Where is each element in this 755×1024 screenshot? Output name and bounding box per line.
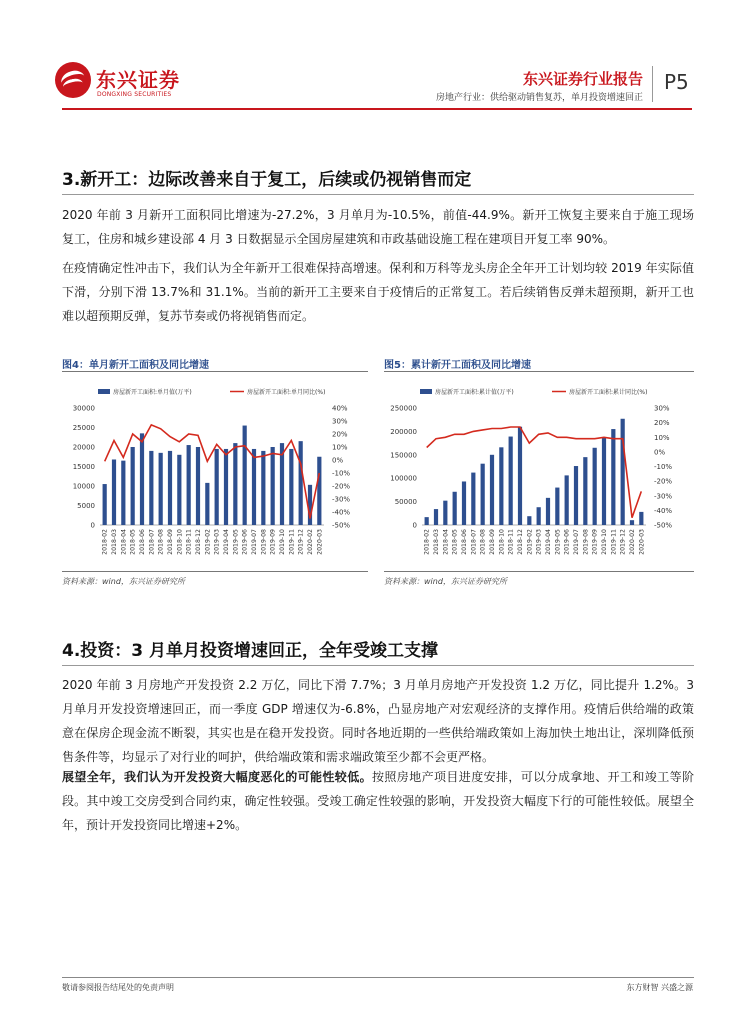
y-right-tick-label: 30% <box>654 404 670 413</box>
y-left-tick-label: 100000 <box>390 474 417 483</box>
x-tick-label: 2020-02 <box>629 529 636 555</box>
bar <box>149 451 153 525</box>
figure-4-source: 资料来源：wind，东兴证券研究所 <box>62 577 185 586</box>
x-tick-label: 2018-09 <box>167 529 174 555</box>
y-right-tick-label: -10% <box>332 469 351 478</box>
bar <box>527 516 531 525</box>
bar <box>140 433 144 525</box>
bar <box>112 459 116 525</box>
bar <box>537 507 541 525</box>
x-tick-label: 2019-06 <box>241 529 249 555</box>
footer-disclaimer: 敬请参阅报告结尾处的免责声明 <box>62 983 174 992</box>
x-tick-label: 2019-11 <box>610 529 618 555</box>
x-tick-label: 2019-08 <box>582 529 590 555</box>
x-tick-label: 2019-09 <box>591 529 599 555</box>
bar <box>103 484 107 525</box>
y-left-tick-label: 200000 <box>390 427 417 436</box>
bar <box>308 485 312 525</box>
y-right-tick-label: -50% <box>654 521 673 530</box>
bar <box>630 520 634 525</box>
y-left-tick-label: 5000 <box>77 502 95 510</box>
series-line <box>427 427 642 518</box>
x-tick-label: 2019-03 <box>213 529 221 555</box>
bar <box>299 441 303 525</box>
y-right-tick-label: 40% <box>332 404 348 413</box>
figure-5-title: 图5：累计新开工面积及同比增速 <box>384 360 531 371</box>
y-right-tick-label: -20% <box>654 477 673 486</box>
x-tick-label: 2018-06 <box>461 529 468 555</box>
section-3-title: 3.新开工：边际改善来自于复工，后续或仍视销售而定 <box>62 170 472 190</box>
figure-4-chart <box>62 378 372 570</box>
bar <box>621 419 625 525</box>
y-right-tick-label: 0% <box>332 456 344 465</box>
legend-bar-label: 房屋新开工面积:单月值(万平) <box>113 389 192 396</box>
legend-bar-label: 房屋新开工面积:累计值(万平) <box>435 389 514 396</box>
bar <box>443 501 447 525</box>
section-4-paragraph-2-rest: 按照房地产项目进度安排，可以分成拿地、开工和竣工等阶段。其中竣工交房受到合同约束，确定性较强。受竣工确定性较强的影响，开发投资大幅度下行的可能性较低。展望全年，预计开发投资同比增速+2%。 <box>62 770 694 832</box>
x-tick-label: 2019-05 <box>554 529 562 555</box>
bar <box>565 475 569 525</box>
x-tick-label: 2019-10 <box>279 529 286 555</box>
y-right-tick-label: 20% <box>654 419 670 428</box>
bar <box>159 453 163 525</box>
legend-line-label: 房屋新开工面积:累计同比(%) <box>569 389 648 396</box>
y-left-tick-label: 250000 <box>390 404 417 413</box>
company-logo-icon <box>55 62 91 98</box>
bar <box>462 481 466 525</box>
x-tick-label: 2018-07 <box>470 529 478 555</box>
bar <box>499 447 503 525</box>
bar <box>168 451 172 525</box>
section-3-paragraph-2: 在疫情确定性冲击下，我们认为全年新开工很难保持高增速。保利和万科等龙头房企全年开工计划均较 2019 年实际值下滑，分别下滑 13.7%和 31.1%。当前的新开工主要来自于疫情后的正常复工。若后续销售反弹未超预期，新开工也难以超预期反弹，复苏节奏或仍将视销售而定。 <box>62 261 694 323</box>
bar <box>546 498 550 525</box>
y-right-tick-label: -20% <box>332 482 351 491</box>
x-tick-label: 2018-03 <box>433 529 440 555</box>
bar <box>425 517 429 525</box>
y-right-tick-label: -40% <box>332 508 351 517</box>
y-right-tick-label: -50% <box>332 521 351 530</box>
bar <box>555 488 559 525</box>
x-tick-label: 2018-04 <box>442 529 450 555</box>
y-left-tick-label: 30000 <box>72 404 95 413</box>
y-right-tick-label: 30% <box>332 417 348 426</box>
page-number: P5 <box>664 70 689 94</box>
x-tick-label: 2019-03 <box>535 529 543 555</box>
x-tick-label: 2018-02 <box>423 529 431 555</box>
legend-bar-swatch <box>420 389 432 394</box>
x-tick-label: 2019-04 <box>545 529 552 555</box>
logo-text-en: DONGXING SECURITIES <box>97 91 172 98</box>
y-right-tick-label: 20% <box>332 430 348 439</box>
x-tick-label: 2019-05 <box>232 529 240 555</box>
x-tick-label: 2018-10 <box>176 529 184 555</box>
x-tick-label: 2018-11 <box>185 529 193 555</box>
x-tick-label: 2019-06 <box>563 529 571 555</box>
bar <box>289 449 293 525</box>
bar <box>434 509 438 525</box>
y-left-tick-label: 150000 <box>390 451 417 460</box>
figure-5-rule <box>384 371 694 372</box>
x-tick-label: 2019-12 <box>619 529 627 555</box>
x-tick-label: 2019-10 <box>601 529 608 555</box>
x-tick-label: 2018-12 <box>195 529 202 555</box>
y-left-tick-label: 25000 <box>72 424 95 432</box>
x-tick-label: 2018-08 <box>157 529 165 555</box>
report-subtitle: 房地产行业：供给驱动销售复苏，单月投资增速回正 <box>435 93 643 103</box>
x-tick-label: 2018-12 <box>517 529 524 555</box>
figure-5-chart <box>384 378 694 570</box>
y-right-tick-label: -30% <box>654 492 673 501</box>
bar <box>583 457 587 525</box>
bar <box>593 448 597 525</box>
x-tick-label: 2018-08 <box>479 529 487 555</box>
report-title: 东兴证券行业报告 <box>522 70 643 88</box>
bar <box>187 445 191 525</box>
y-right-tick-label: -10% <box>654 463 673 471</box>
bar <box>233 443 237 525</box>
x-tick-label: 2019-02 <box>204 529 212 555</box>
series-line <box>105 425 320 519</box>
x-tick-label: 2018-05 <box>129 529 137 555</box>
footer-rule <box>62 977 694 978</box>
x-tick-label: 2019-02 <box>526 529 534 555</box>
bar <box>177 455 181 525</box>
bar <box>481 464 485 525</box>
x-tick-label: 2018-07 <box>148 529 156 555</box>
bar <box>252 449 256 525</box>
x-tick-label: 2018-06 <box>139 529 146 555</box>
x-tick-label: 2019-04 <box>223 529 230 555</box>
section-4-paragraph-1: 2020 年前 3 月房地产开发投资 2.2 万亿，同比下滑 7.7%；3 月单月房地产开发投资 1.2 万亿，同比提升 1.2%。3 月单月开发投资增速回正，而一季度 GDP 增速仅为-6.8%，凸显房地产对宏观经济的支撑作用。疫情后供给端的政策意在保房企现金流不断裂，其实也是在稳开发投资。同时各地近期的一些供给端政策如上海加快土地出让，深圳降低预售条件等，均显示了对行业的呵护，供给端政策和需求端政策至少都不会更严格。 <box>62 678 694 764</box>
y-left-tick-label: 20000 <box>72 443 95 452</box>
y-left-tick-label: 50000 <box>394 498 417 507</box>
bar <box>490 455 494 525</box>
bar <box>215 449 219 525</box>
x-tick-label: 2018-11 <box>507 529 515 555</box>
bar <box>205 483 209 525</box>
x-tick-label: 2019-12 <box>297 529 305 555</box>
bar <box>471 473 475 525</box>
figure-4-bottom-rule <box>62 571 368 572</box>
y-right-tick-label: -30% <box>332 495 351 504</box>
x-tick-label: 2018-10 <box>498 529 506 555</box>
x-tick-label: 2019-08 <box>260 529 268 555</box>
y-right-tick-label: 10% <box>654 433 670 442</box>
section-4-paragraph-2 <box>62 765 694 837</box>
bar <box>196 447 200 525</box>
x-tick-label: 2018-05 <box>451 529 459 555</box>
bar <box>243 426 247 525</box>
x-tick-label: 2019-07 <box>573 529 580 555</box>
y-left-tick-label: 0 <box>412 521 417 530</box>
bar <box>602 438 606 525</box>
x-tick-label: 2019-11 <box>288 529 296 555</box>
x-tick-label: 2020-02 <box>307 529 314 555</box>
header-divider <box>652 66 653 102</box>
figure-5-bottom-rule <box>384 571 694 572</box>
bar <box>131 447 135 525</box>
bar <box>271 447 275 525</box>
x-tick-label: 2018-09 <box>489 529 496 555</box>
bar <box>453 492 457 525</box>
section-4-title: 4.投资：3 月单月投资增速回正，全年受竣工支撑 <box>62 641 439 661</box>
x-tick-label: 2020-03 <box>638 529 646 555</box>
bar <box>317 457 321 525</box>
y-left-tick-label: 10000 <box>72 482 95 491</box>
bar <box>224 449 228 525</box>
x-tick-label: 2020-03 <box>316 529 324 555</box>
section-3-rule <box>62 194 694 195</box>
bar <box>611 429 615 525</box>
bar <box>639 512 643 525</box>
x-tick-label: 2018-04 <box>120 529 128 555</box>
bar <box>261 451 265 525</box>
y-right-tick-label: 0% <box>654 448 666 457</box>
y-right-tick-label: 10% <box>332 443 348 452</box>
legend-line-label: 房屋新开工面积:单月同比(%) <box>247 389 326 396</box>
bar <box>121 461 125 525</box>
bar <box>509 437 513 525</box>
x-tick-label: 2019-07 <box>251 529 258 555</box>
legend-bar-swatch <box>98 389 110 394</box>
page-header <box>0 0 755 115</box>
footer-slogan: 东方财智 兴盛之源 <box>626 983 693 992</box>
figure-5-source: 资料来源：wind，东兴证券研究所 <box>384 577 507 586</box>
bar <box>518 427 522 525</box>
figure-4-rule <box>62 371 368 372</box>
figure-4-title: 图4：单月新开工面积及同比增速 <box>62 360 209 371</box>
section-3-paragraph-1: 2020 年前 3 月新开工面积同比增速为-27.2%，3 月单月为-10.5%，前值-44.9%。新开工恢复主要来自于施工现场复工，住房和城乡建设部 4 月 3 日数据显示全国房屋建筑和市政基础设施工程在建项目开复工率 90%。 <box>62 208 694 246</box>
y-left-tick-label: 15000 <box>72 463 95 471</box>
x-tick-label: 2019-09 <box>269 529 277 555</box>
header-rule <box>62 108 692 110</box>
y-right-tick-label: -40% <box>654 506 673 515</box>
section-4-paragraph-2-bold: 展望全年，我们认为开发投资大幅度恶化的可能性较低。 <box>62 770 372 784</box>
logo-text-cn: 东兴证券 <box>96 68 180 92</box>
x-tick-label: 2018-02 <box>101 529 109 555</box>
x-tick-label: 2018-03 <box>111 529 118 555</box>
y-left-tick-label: 0 <box>90 521 95 530</box>
section-4-rule <box>62 665 694 666</box>
bar <box>574 466 578 525</box>
